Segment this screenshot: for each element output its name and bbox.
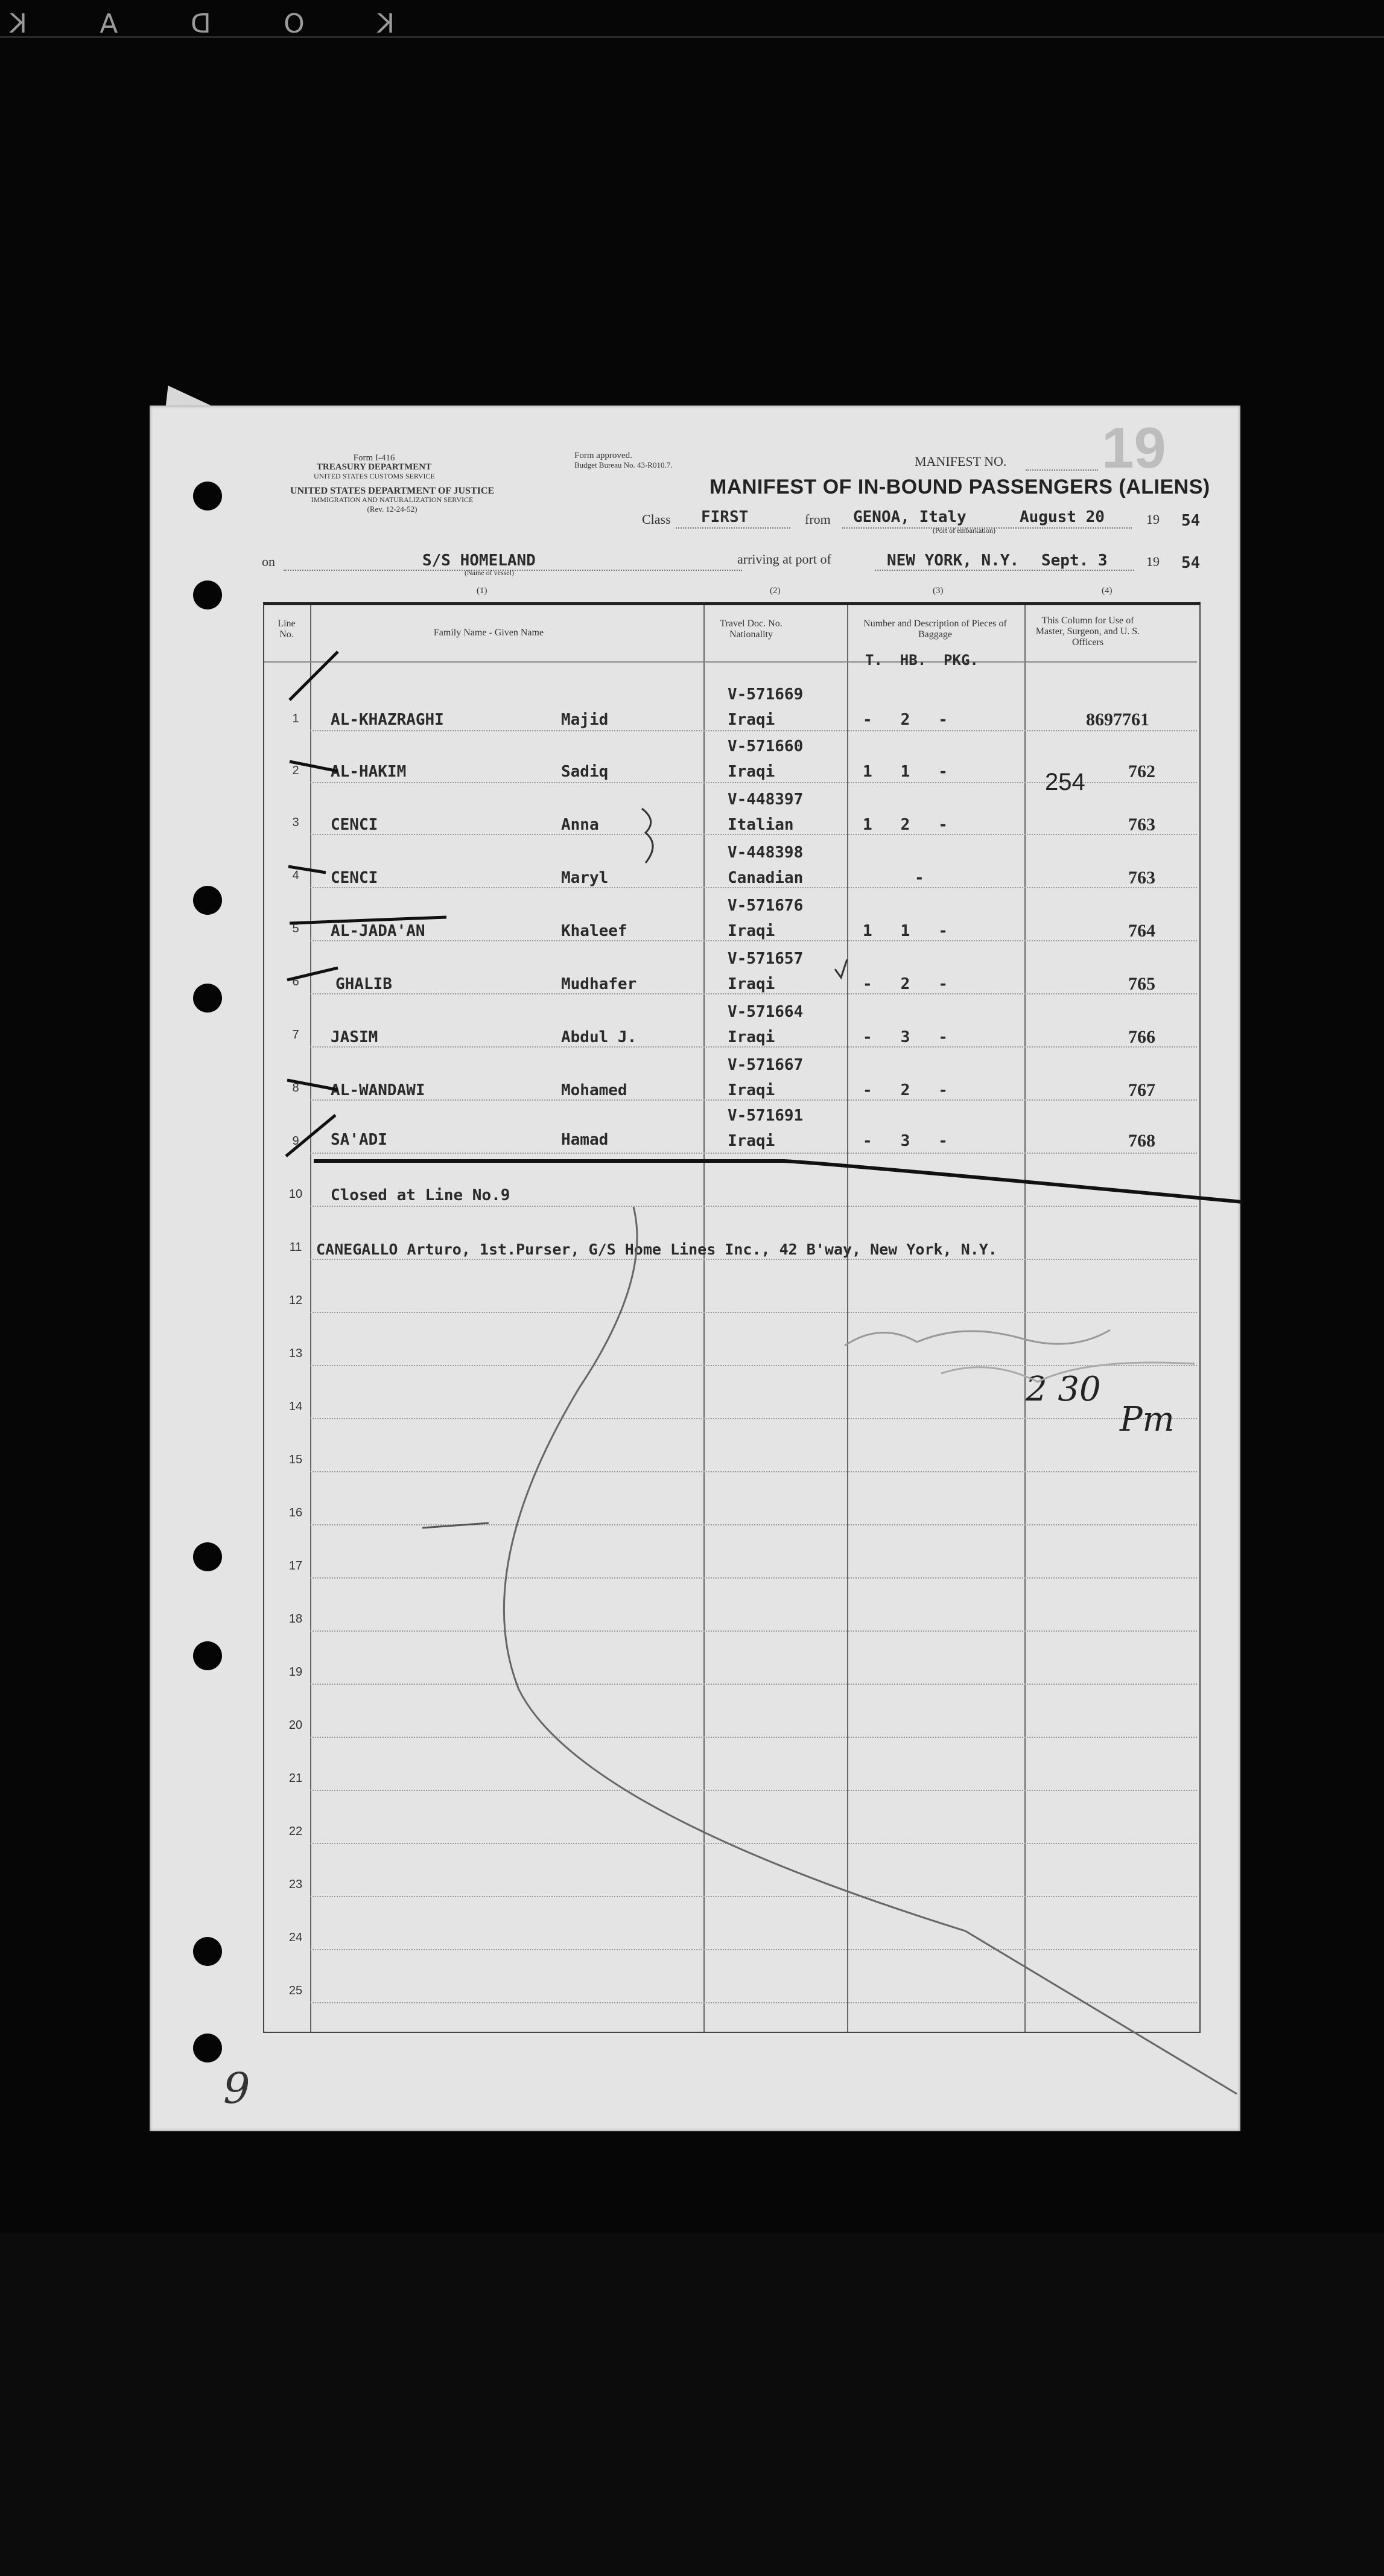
strike-mark [287, 968, 338, 980]
travel-doc-number: V-571657 [728, 950, 804, 968]
department-name: UNITED STATES DEPARTMENT OF JUSTICE [290, 486, 495, 496]
dash-mark [422, 1523, 489, 1528]
faint-signature [845, 1330, 1110, 1346]
budget-bureau: Budget Bureau No. 43-R010.7. [574, 460, 673, 469]
baggage-count: - 2 - [863, 1081, 948, 1099]
check-mark [290, 652, 338, 700]
line-number: 7 [292, 1028, 299, 1042]
page-mark: 9 [223, 2064, 250, 2113]
travel-doc-number: V-571664 [728, 1003, 804, 1021]
line-number: 20 [288, 1719, 303, 1732]
col-number-4: (4) [1102, 586, 1113, 596]
travel-doc-number: V-448397 [728, 790, 804, 809]
strike-mark [290, 917, 446, 923]
handwritten-254: 254 [1045, 769, 1085, 795]
baggage-subheader: T. HB. PKG. [865, 652, 979, 669]
col-header-baggage: Number and Description of Pieces of Baggage [863, 619, 1007, 640]
from-date: August 20 [1020, 508, 1105, 526]
line-number: 11 [289, 1241, 302, 1254]
line-number: 1 [292, 712, 299, 725]
col-header-line-no: Line No. [278, 619, 296, 640]
manifest-stamp-number: 19 [1102, 416, 1166, 480]
baggage-count: - 2 - [863, 711, 948, 729]
bracket-mark [642, 809, 653, 863]
line-number: 22 [288, 1825, 303, 1838]
manifest-no-label: MANIFEST NO. [915, 454, 1007, 469]
line-number: 4 [292, 869, 299, 882]
from-caption: (Port of embarkation) [933, 526, 995, 535]
film-letter: O [282, 8, 305, 39]
treasury-department: TREASURY DEPARTMENT [316, 462, 432, 472]
passenger-given-name: Majid [561, 711, 609, 729]
line-number: 17 [288, 1559, 303, 1573]
arrival-year-prefix: 19 [1146, 554, 1160, 569]
film-letter: K [8, 8, 27, 39]
nationality: Iraqi [728, 922, 775, 940]
form-approved: Form approved. [574, 451, 632, 460]
class-value: FIRST [701, 508, 749, 526]
manifest-title: MANIFEST OF IN-BOUND PASSENGERS (ALIENS) [709, 475, 1210, 498]
from-value: GENOA, Italy [853, 508, 967, 526]
closed-at-line: Closed at Line No.9 [331, 1186, 510, 1204]
film-letter: D [189, 8, 211, 39]
officer-number: 767 [1128, 1080, 1155, 1100]
passenger-family-name: SA'ADI [331, 1131, 387, 1149]
officer-number: 762 [1128, 762, 1155, 781]
arriving-label: arriving at port of [737, 552, 831, 567]
nationality: Italian [728, 816, 794, 834]
department-sub-1: IMMIGRATION AND NATURALIZATION SERVICE [311, 495, 474, 504]
officer-number: 763 [1128, 815, 1155, 835]
strike-mark [288, 867, 326, 873]
nationality: Iraqi [728, 1081, 775, 1099]
tick-mark [835, 959, 847, 978]
baggage-count: - 2 - [863, 975, 948, 993]
passenger-given-name: Sadiq [561, 763, 609, 781]
line-number: 10 [288, 1188, 303, 1201]
travel-doc-number: V-571691 [728, 1107, 804, 1125]
officer-number: 766 [1128, 1027, 1155, 1047]
passenger-given-name: Mohamed [561, 1081, 627, 1099]
line-number: 2 [292, 764, 299, 777]
baggage-count: - 3 - [863, 1132, 948, 1150]
travel-doc-number: V-571660 [728, 737, 804, 755]
passenger-family-name: AL-JADA'AN [331, 922, 425, 940]
vessel-caption: (Name of vessel) [465, 568, 514, 577]
closing-rule [314, 1161, 1243, 1202]
passenger-given-name: Anna [561, 816, 599, 834]
on-label: on [262, 554, 275, 569]
passenger-family-name: AL-KHAZRAGHI [331, 711, 444, 729]
officer-number: 763 [1128, 868, 1155, 888]
nationality: Iraqi [728, 711, 775, 729]
line-number: 21 [288, 1772, 303, 1785]
arrival-port: NEW YORK, N.Y. [887, 552, 1020, 570]
passenger-given-name: Maryl [561, 869, 609, 887]
form-number: Form I-416 [353, 453, 395, 463]
officer-number: 8697761 [1086, 710, 1149, 730]
nationality: Iraqi [728, 1028, 775, 1046]
passenger-family-name: JASIM [331, 1028, 378, 1046]
line-number: 14 [288, 1400, 303, 1413]
baggage-count: 1 2 - [863, 816, 948, 834]
col-header-travel-doc: Travel Doc. No. Nationality [720, 619, 782, 640]
line-number: 24 [288, 1931, 303, 1944]
nationality: Iraqi [728, 975, 775, 993]
baggage-count: 1 1 - [863, 763, 948, 781]
line-number: 8 [292, 1081, 299, 1095]
department-sub-2: (Rev. 12-24-52) [367, 504, 417, 514]
line-number: 6 [292, 975, 299, 988]
line-number: 23 [288, 1878, 303, 1891]
passenger-given-name: Hamad [561, 1131, 609, 1149]
nationality: Iraqi [728, 1132, 775, 1150]
officer-number: 764 [1128, 921, 1155, 941]
nationality: Canadian [728, 869, 804, 887]
baggage-count: - [915, 869, 924, 887]
film-letter: K [376, 8, 395, 39]
line-number: 16 [288, 1506, 303, 1519]
line-number: 5 [292, 922, 299, 935]
passenger-given-name: Abdul J. [561, 1028, 637, 1046]
from-label: from [805, 512, 831, 527]
line-number: 9 [292, 1134, 299, 1148]
passenger-family-name: AL-WANDAWI [331, 1081, 425, 1099]
line-number: 25 [288, 1984, 303, 1997]
customs-service: UNITED STATES CUSTOMS SERVICE [314, 472, 435, 480]
baggage-count: - 3 - [863, 1028, 948, 1046]
arrival-year: 54 [1181, 554, 1201, 572]
line-number: 19 [288, 1665, 303, 1679]
officer-number: 765 [1128, 974, 1155, 994]
check-mark [286, 1115, 335, 1156]
line-number: 13 [288, 1347, 303, 1360]
line-number: 3 [292, 816, 299, 829]
passenger-given-name: Khaleef [561, 922, 627, 940]
film-letter: A [98, 8, 118, 39]
line-number: 18 [288, 1612, 303, 1626]
year-prefix: 19 [1146, 512, 1160, 527]
line-number: 15 [288, 1453, 303, 1466]
travel-doc-number: V-448398 [728, 844, 804, 862]
year-suffix: 54 [1181, 512, 1201, 530]
travel-doc-number: V-571669 [728, 685, 804, 704]
col-number-1: (1) [477, 586, 487, 596]
officer-number: 768 [1128, 1131, 1155, 1151]
line-number: 12 [288, 1294, 303, 1307]
col-number-2: (2) [770, 586, 781, 596]
purser-line: CANEGALLO Arturo, 1st.Purser, G/S Home Lines Inc., 42 B'way, New York, N.Y. [316, 1241, 997, 1258]
passenger-family-name: CENCI [331, 816, 378, 834]
travel-doc-number: V-571667 [728, 1056, 804, 1074]
nationality: Iraqi [728, 763, 775, 781]
strike-mark [290, 762, 338, 771]
class-label: Class [642, 512, 671, 527]
vessel-name: S/S HOMELAND [422, 552, 536, 570]
travel-doc-number: V-571676 [728, 897, 804, 915]
passenger-family-name: AL-HAKIM [331, 763, 407, 781]
col-header-officers: This Column for Use of Master, Surgeon, and U. S. Officers [1035, 615, 1140, 647]
faint-signature [941, 1363, 1195, 1382]
arrival-date: Sept. 3 [1041, 552, 1108, 570]
passenger-given-name: Mudhafer [561, 975, 637, 993]
baggage-count: 1 1 - [863, 922, 948, 940]
passenger-family-name: CENCI [331, 869, 378, 887]
passenger-family-name: GHALIB [335, 975, 392, 993]
margin-curve [504, 1207, 1237, 2094]
col-header-name: Family Name - Given Name [433, 628, 544, 638]
handwritten-time: 2 30 [1026, 1370, 1101, 1409]
col-number-3: (3) [933, 586, 944, 596]
strike-mark [287, 1080, 338, 1090]
handwritten-pm: Pm [1120, 1400, 1175, 1439]
